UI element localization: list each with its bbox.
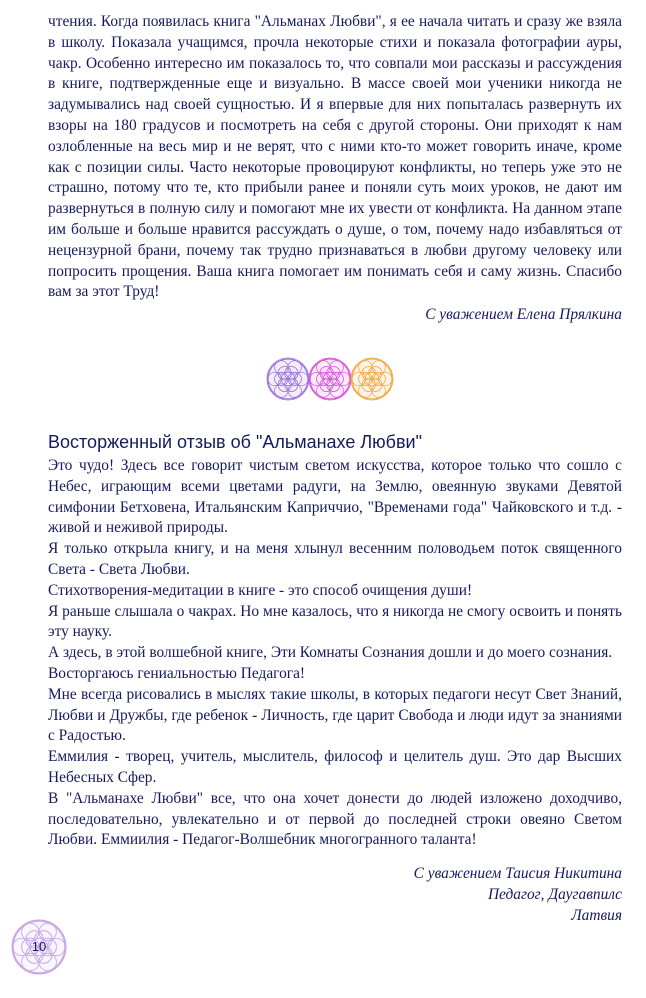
flower-of-life-ornament xyxy=(264,355,396,403)
page-number: 10 xyxy=(31,939,47,954)
review-2-paragraph: А здесь, в этой волшебной книге, Эти Комнаты Сознания дошли и до моего сознания. xyxy=(48,644,613,662)
review-2-paragraph: Стихотворения-медитации в книге - это способ очищения души! xyxy=(48,581,473,599)
ornament-circle-orange xyxy=(351,358,393,400)
page-number-badge xyxy=(10,918,68,976)
review-2-paragraph: Восторгаюсь гениальностью Педагога! xyxy=(48,664,306,682)
review-section-1 xyxy=(48,12,622,326)
ornament-circle-magenta xyxy=(309,358,351,400)
review-2-paragraph: В "Альманахе Любви" все, что она хочет донести до людей изложено доходчиво, последовательно, увлекательно и от первой до последней строки овеяно Светом Любви. Еммиилия - Педагог-Волшебник многогранного таланта! xyxy=(48,789,622,849)
review-2-paragraph: Я только открыла книгу, и на меня хлынул весенним половодьем поток священного Света - Света Любви. xyxy=(48,540,622,578)
signature-role: Педагог, Даугавпилс xyxy=(487,885,622,903)
signature-country: Латвия xyxy=(571,906,622,924)
signature-name: С уважением Таисия Никитина xyxy=(413,865,622,882)
review-2-paragraph: Я раньше слышала о чакрах. Но мне казалось, что я никогда не смогу освоить и понять эту науку. xyxy=(48,602,622,641)
review-2-paragraph: Это чудо! Здесь все говорит чистым светом искусства, которое только что сошло с Небес, играющим всеми цветами радуги, на Землю, овеянную звуками Девятой симфонии Бетховена, Итальянским Каприччио, "Временами года" Чайковского и т.д. - живой и неживой природы. xyxy=(48,457,622,537)
ornament-circle-violet xyxy=(267,358,309,400)
review-1-text: чтения. Когда появилась книга "Альманах Любви", я ее начала читать и сразу же взяла в школу. Показала учащимся, прочла некоторые стихи и показала фотографии ауры, чакр. Особенно интересно им показалось то, что совпали мои рассказы и рассуждения в книге, подтвержденные еще и визуально. В массе своей мои ученики никогда не задумывались над своей сущностью. И я впервые для них попыталась развернуть их взоры на 180 градусов и посмотреть на себя с другой стороны. Они приходят к нам озлобленные на весь мир и не верят, что с ними кто-то может говорить иначе, кроме как с позиции силы. Часто некоторые провоцируют конфликты, но теперь уже это не страшно, потому что те, кто прибыли ранее и поняли суть моих уроков, не дают им развернуться в полную силу и помогают мне их увести от конфликта. На данном этапе им больше и больше нравится рассуждать о душе, о том, почему надо избавляться от нецензурной брани, почему так трудно признаваться в любви другому человеку или попросить прощения. Ваша книга помогает им понимать себя и саму жизнь. Спасибо вам за этот Труд! xyxy=(48,13,622,301)
review-section-2 xyxy=(48,456,622,851)
review-2-paragraph: Еммилия - творец, учитель, мыслитель, философ и целитель душ. Это дар Высших Небесных Сфер. xyxy=(48,748,622,786)
review-2-signature xyxy=(222,864,622,926)
review-2-paragraph: Мне всегда рисовались в мыслях такие школы, в которых педагоги несут Свет Знаний, Любви и Дружбы, где ребенок - Личность, где царит Свобода и люди идут за знаниями с Радостью. xyxy=(48,685,622,745)
review-1-signature: С уважением Елена Прялкина xyxy=(425,306,622,324)
review-2-heading: Восторженный отзыв об "Альманахе Любви" xyxy=(48,432,422,452)
